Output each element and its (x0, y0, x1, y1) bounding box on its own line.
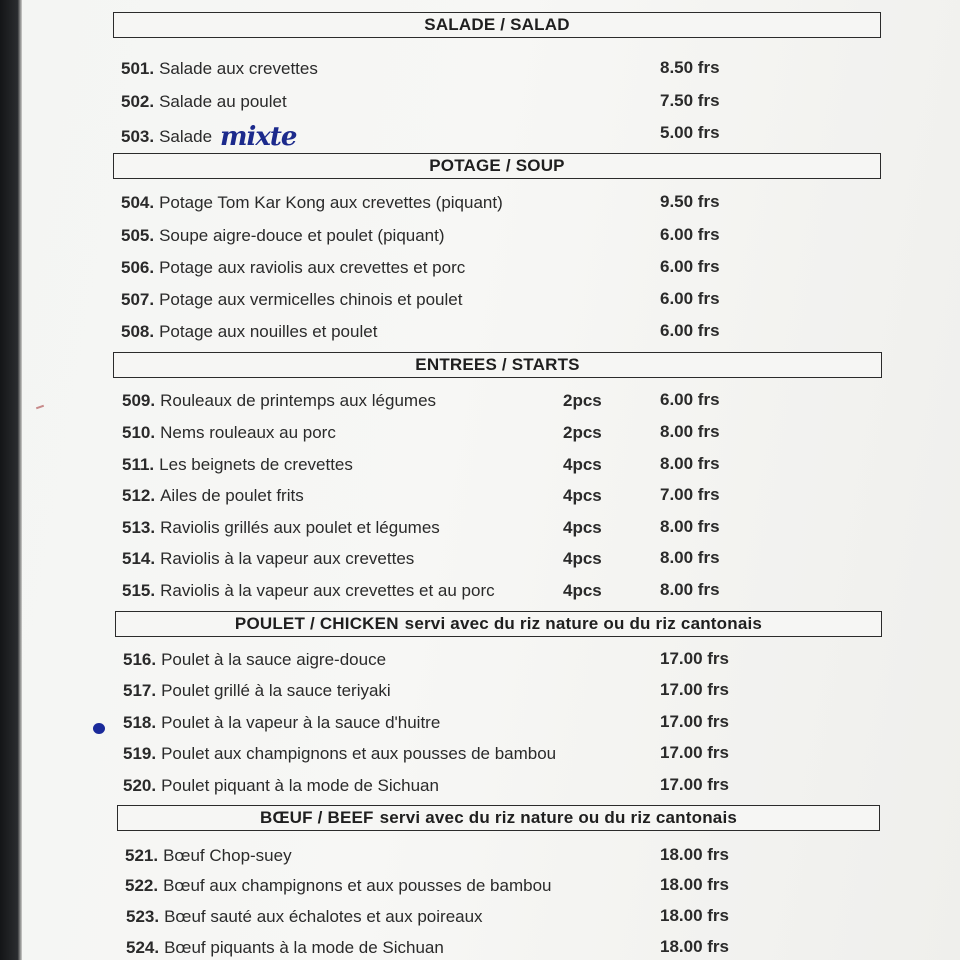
section-title: SALADE / SALAD (424, 15, 570, 34)
item-number: 522. (125, 876, 159, 895)
item-name: Raviolis grillés aux poulet et légumes (160, 518, 440, 537)
item-name: Salade aux crevettes (159, 59, 318, 78)
item-name: Bœuf piquants à la mode de Sichuan (164, 938, 444, 957)
item-price: 6.00 frs (660, 321, 720, 340)
item-price: 6.00 frs (660, 257, 720, 276)
menu-item (122, 454, 353, 476)
item-name: Bœuf Chop-suey (163, 846, 292, 865)
item-number: 515. (122, 581, 156, 600)
menu-item (122, 580, 495, 602)
item-number: 507. (121, 290, 155, 309)
item-number: 509. (122, 391, 156, 410)
item-number: 524. (126, 938, 160, 957)
section-title: POULET / CHICKEN (234, 614, 399, 633)
item-price: 6.00 frs (660, 390, 720, 409)
item-price: 17.00 frs (660, 712, 729, 731)
item-quantity: 4pcs (563, 518, 602, 537)
handwritten-note: mixte (220, 122, 297, 152)
section-title: ENTREES / STARTS (415, 355, 580, 374)
item-number: 510. (122, 423, 156, 442)
item-price: 8.50 frs (660, 58, 720, 77)
menu-item (123, 775, 439, 797)
menu-item (121, 58, 318, 80)
item-name: Salade au poulet (159, 92, 287, 111)
menu-item (122, 390, 436, 412)
item-name: Poulet grillé à la sauce teriyaki (161, 681, 391, 700)
item-number: 517. (123, 681, 157, 700)
item-number: 503. (121, 127, 155, 146)
menu-item (125, 845, 292, 867)
item-price: 17.00 frs (660, 649, 729, 668)
item-price: 6.00 frs (660, 225, 720, 244)
menu-item (121, 91, 287, 113)
section-header-salade (113, 12, 881, 38)
menu-item (122, 548, 414, 570)
item-price: 8.00 frs (660, 454, 720, 473)
item-name: Poulet à la sauce aigre-douce (161, 650, 387, 669)
menu-item (121, 122, 297, 152)
section-title: BŒUF / BEEF (259, 808, 374, 827)
item-name: Potage aux nouilles et poulet (159, 322, 378, 341)
section-title: POTAGE / SOUP (429, 156, 565, 175)
item-price: 17.00 frs (660, 775, 729, 794)
item-name: Poulet à la vapeur à la sauce d'huitre (161, 713, 441, 732)
item-name: Poulet aux champignons et aux pousses de bambou (161, 744, 557, 763)
item-name: Nems rouleaux au porc (160, 423, 336, 442)
item-price: 18.00 frs (660, 875, 729, 894)
section-header-potage (113, 153, 881, 179)
item-price: 18.00 frs (660, 937, 729, 956)
item-name: Raviolis à la vapeur aux crevettes et au porc (160, 581, 495, 600)
section-header-entrees (113, 352, 882, 378)
item-price: 8.00 frs (660, 580, 720, 599)
item-number: 523. (126, 907, 160, 926)
item-number: 513. (122, 518, 156, 537)
menu-item (121, 321, 377, 343)
item-price: 8.00 frs (660, 548, 720, 567)
item-price: 7.50 frs (660, 91, 720, 110)
item-price: 17.00 frs (660, 680, 729, 699)
menu-item (123, 649, 386, 671)
item-quantity: 4pcs (563, 581, 602, 600)
menu-item (123, 680, 391, 702)
section-header-poulet (115, 611, 882, 637)
item-quantity: 4pcs (563, 486, 602, 505)
item-number: 506. (121, 258, 155, 277)
section-header-boeuf (117, 805, 880, 831)
item-name: Les beignets de crevettes (159, 455, 353, 474)
item-number: 520. (123, 776, 157, 795)
item-price: 7.00 frs (660, 485, 720, 504)
item-name: Rouleaux de printemps aux légumes (160, 391, 437, 410)
section-subtitle: servi avec du riz nature ou du riz cantonais (404, 614, 763, 633)
menu-item (123, 712, 440, 734)
item-price: 5.00 frs (660, 123, 720, 142)
item-price: 9.50 frs (660, 192, 720, 211)
item-name: Salade (159, 127, 213, 146)
item-name: Poulet piquant à la mode de Sichuan (161, 776, 439, 795)
item-quantity: 2pcs (563, 423, 602, 442)
menu-item (126, 937, 444, 959)
item-number: 516. (123, 650, 157, 669)
item-name: Ailes de poulet frits (160, 486, 304, 505)
item-price: 8.00 frs (660, 517, 720, 536)
item-number: 508. (121, 322, 155, 341)
item-number: 518. (123, 713, 157, 732)
item-number: 511. (122, 455, 155, 474)
item-number: 514. (122, 549, 156, 568)
menu-item (122, 485, 304, 507)
menu-item (121, 257, 465, 279)
item-price: 18.00 frs (660, 906, 729, 925)
item-name: Potage aux raviolis aux crevettes et porc (159, 258, 466, 277)
menu-item (123, 743, 556, 765)
item-price: 17.00 frs (660, 743, 729, 762)
item-number: 505. (121, 226, 155, 245)
item-name: Bœuf sauté aux échalotes et aux poireaux (164, 907, 483, 926)
item-number: 512. (122, 486, 156, 505)
item-number: 519. (123, 744, 157, 763)
menu-item (121, 192, 503, 214)
item-price: 8.00 frs (660, 422, 720, 441)
item-quantity: 2pcs (563, 391, 602, 410)
item-price: 6.00 frs (660, 289, 720, 308)
item-quantity: 4pcs (563, 455, 602, 474)
item-name: Potage aux vermicelles chinois et poulet (159, 290, 463, 309)
item-name: Potage Tom Kar Kong aux crevettes (piquant) (159, 193, 503, 212)
menu-item (121, 225, 445, 247)
page-shadow-edge (0, 0, 22, 960)
menu-item (125, 875, 552, 897)
item-price: 18.00 frs (660, 845, 729, 864)
item-number: 504. (121, 193, 155, 212)
item-quantity: 4pcs (563, 549, 602, 568)
pen-dot-mark (93, 723, 105, 734)
menu-item (121, 289, 462, 311)
item-number: 502. (121, 92, 155, 111)
item-number: 501. (121, 59, 155, 78)
menu-item (126, 906, 483, 928)
item-name: Raviolis à la vapeur aux crevettes (160, 549, 415, 568)
menu-item (122, 422, 336, 444)
item-name: Bœuf aux champignons et aux pousses de bambou (163, 876, 552, 895)
section-subtitle: servi avec du riz nature ou du riz cantonais (379, 808, 738, 827)
menu-item (122, 517, 440, 539)
item-name: Soupe aigre-douce et poulet (piquant) (159, 226, 445, 245)
item-number: 521. (125, 846, 159, 865)
